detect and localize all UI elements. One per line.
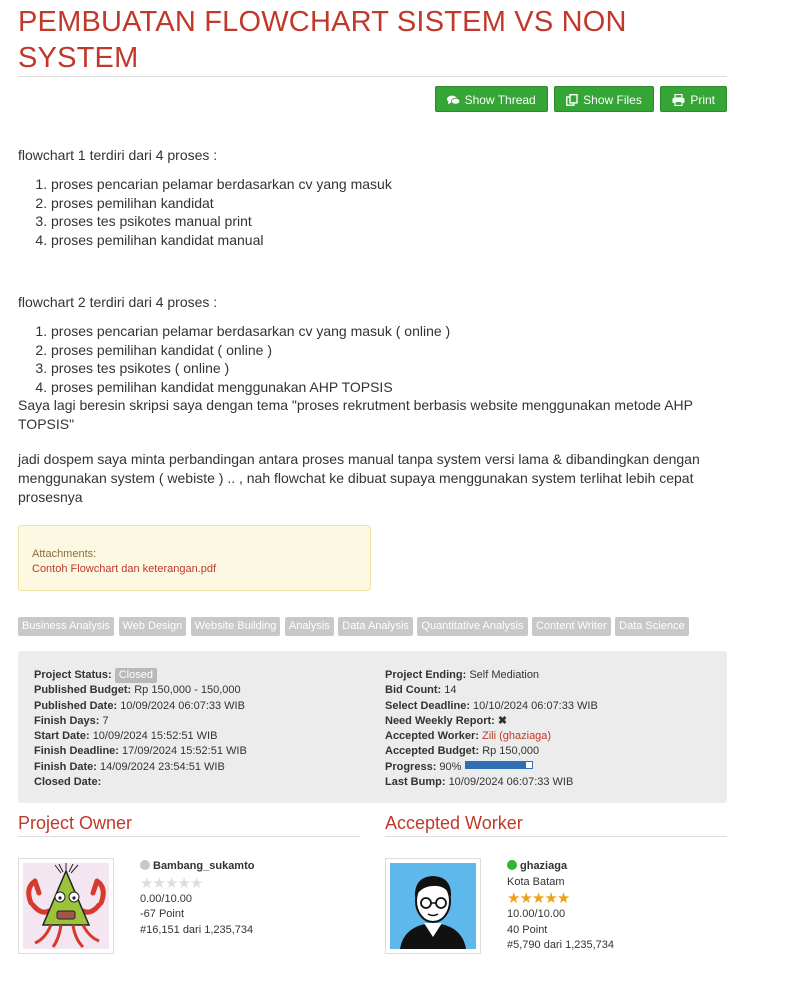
skill-tag[interactable]: Analysis	[285, 617, 334, 636]
project-description	[18, 146, 727, 507]
worker-rating-stars	[507, 891, 614, 906]
star-icon: ★	[519, 890, 532, 907]
print-icon	[672, 94, 685, 106]
skill-tag[interactable]: Data Science	[615, 617, 688, 636]
cross-icon: ✖	[497, 714, 508, 727]
progress-bar-fill	[466, 762, 525, 768]
skill-tag[interactable]: Business Analysis	[18, 617, 114, 636]
finish-days: 7	[102, 714, 109, 727]
detail-label: Need Weekly Report:	[385, 714, 495, 727]
print-button[interactable]	[660, 86, 727, 112]
detail-label: Progress:	[385, 760, 437, 773]
progress-text: 90%	[439, 760, 462, 773]
show-files-label: Show Files	[583, 93, 642, 107]
attachments-box	[18, 525, 371, 591]
published-budget: Rp 150,000 - 150,000	[134, 684, 241, 697]
list-item: 4. proses pemilihan kandidat menggunakan AHP TOPSIS	[51, 378, 727, 397]
accepted-worker-heading: Accepted Worker	[385, 812, 727, 837]
worker-avatar[interactable]	[385, 858, 481, 954]
skill-tag[interactable]: Quantitative Analysis	[417, 617, 527, 636]
detail-label: Accepted Worker:	[385, 730, 479, 743]
accepted-budget: Rp 150,000	[482, 745, 540, 758]
star-icon: ★	[556, 890, 570, 907]
worker-city: Kota Batam	[507, 875, 565, 888]
skill-tag[interactable]: Content Writer	[532, 617, 611, 636]
project-details-panel	[18, 651, 727, 803]
list-item: 4. proses pemilihan kandidat manual	[51, 231, 727, 250]
comments-icon	[447, 95, 460, 106]
show-thread-button[interactable]	[435, 86, 548, 112]
detail-label: Finish Date:	[34, 760, 97, 773]
flowchart1-list	[18, 175, 727, 249]
list-item: 1. proses pencarian pelamar berdasarkan cv yang masuk	[51, 175, 727, 194]
detail-label: Bid Count:	[385, 684, 442, 697]
project-owner-card	[18, 812, 360, 936]
offline-status-dot	[140, 860, 150, 870]
published-date: 10/09/2024 06:07:33 WIB	[120, 699, 245, 712]
star-icon: ★	[531, 890, 545, 907]
list-item: 2. proses pemilihan kandidat ( online )	[51, 341, 727, 360]
owner-info	[140, 859, 254, 938]
detail-label: Project Status:	[34, 669, 112, 681]
project-ending: Self Mediation	[469, 669, 540, 681]
files-icon	[566, 94, 578, 106]
select-deadline: 10/10/2024 06:07:33 WIB	[473, 699, 598, 712]
worker-avatar-image	[390, 863, 476, 949]
attachment-link[interactable]: Contoh Flowchart dan keterangan.pdf	[32, 563, 217, 575]
skill-tag[interactable]: Web Design	[119, 617, 187, 636]
list-item: 3. proses tes psikotes ( online )	[51, 359, 727, 378]
last-bump: 10/09/2024 06:07:33 WIB	[448, 776, 574, 789]
skill-tag[interactable]: Data Analysis	[338, 617, 413, 636]
star-icon: ★	[164, 874, 178, 892]
description-paragraph: Saya lagi beresin skripsi saya dengan tema "proses rekrutment berbasis website menggunakan metode AHP TOPSIS"	[18, 397, 693, 432]
owner-username[interactable]: Bambang_sukamto	[153, 860, 255, 872]
list-item: 2. proses pemilihan kandidat	[51, 194, 727, 213]
detail-label: Select Deadline:	[385, 699, 470, 712]
owner-avatar-image	[23, 863, 109, 949]
detail-label: Project Ending:	[385, 669, 467, 681]
worker-info	[507, 859, 614, 954]
detail-label: Finish Days:	[34, 714, 100, 727]
worker-rating: 10.00/10.00	[507, 908, 566, 920]
skill-tags	[18, 616, 727, 636]
star-icon: ★	[152, 874, 165, 892]
detail-label: Last Bump:	[385, 776, 446, 789]
star-icon: ★	[177, 874, 190, 892]
attachments-label: Attachments:	[32, 548, 97, 560]
status-badge: Closed	[115, 668, 157, 683]
owner-rating: 0.00/10.00	[140, 892, 192, 905]
print-label: Print	[690, 93, 715, 107]
detail-label: Published Date:	[34, 699, 118, 712]
details-right-column	[385, 668, 598, 790]
project-owner-heading: Project Owner	[18, 812, 360, 837]
action-toolbar	[18, 86, 727, 114]
accepted-worker-card	[385, 812, 727, 951]
bid-count: 14	[444, 684, 457, 697]
detail-label: Start Date:	[34, 730, 90, 743]
show-files-button[interactable]	[554, 86, 654, 112]
detail-label: Published Budget:	[34, 684, 132, 697]
list-item: 3. proses tes psikotes manual print	[51, 212, 727, 231]
owner-avatar[interactable]	[18, 858, 114, 954]
description-paragraph: jadi dospem saya minta perbandingan antara proses manual tanpa system versi lama & dibandingkan dengan menggunakan system ( webiste ) .. , nah flowchat ke dibuat supaya menggunakan system terlihat lebih cepat prosesnya	[18, 451, 700, 505]
flowchart1-intro: flowchart 1 terdiri dari 4 proses :	[18, 147, 218, 163]
star-icon: ★	[544, 890, 557, 907]
show-thread-label: Show Thread	[464, 93, 536, 107]
people-section	[18, 812, 727, 972]
start-date: 10/09/2024 15:52:51 WIB	[92, 730, 218, 743]
details-left-column	[34, 668, 247, 790]
flowchart2-list	[18, 322, 727, 396]
skill-tag[interactable]: Website Building	[191, 617, 281, 636]
detail-label: Finish Deadline:	[34, 745, 119, 758]
finish-deadline: 17/09/2024 15:52:51 WIB	[122, 745, 247, 758]
worker-username[interactable]: ghaziaga	[520, 860, 568, 872]
page-title: PEMBUATAN FLOWCHART SISTEM VS NON SYSTEM	[18, 0, 727, 77]
detail-label: Closed Date:	[34, 776, 102, 789]
owner-rank: #16,151 dari 1,235,734	[140, 923, 254, 936]
star-icon: ★	[189, 874, 203, 892]
accepted-worker-link[interactable]: Zili (ghaziaga)	[482, 730, 552, 743]
star-icon: ★	[507, 890, 520, 907]
detail-label: Accepted Budget:	[385, 745, 480, 758]
finish-date: 14/09/2024 23:54:51 WIB	[100, 760, 225, 773]
owner-points: -67 Point	[140, 908, 185, 920]
owner-rating-stars	[140, 876, 254, 891]
list-item: 1. proses pencarian pelamar berdasarkan cv yang masuk ( online )	[51, 322, 727, 341]
worker-rank: #5,790 dari 1,235,734	[507, 939, 615, 951]
worker-points: 40 Point	[507, 923, 548, 936]
online-status-dot	[507, 860, 517, 870]
flowchart2-intro: flowchart 2 terdiri dari 4 proses :	[18, 294, 218, 310]
progress-bar	[465, 761, 533, 769]
star-icon: ★	[140, 874, 153, 892]
